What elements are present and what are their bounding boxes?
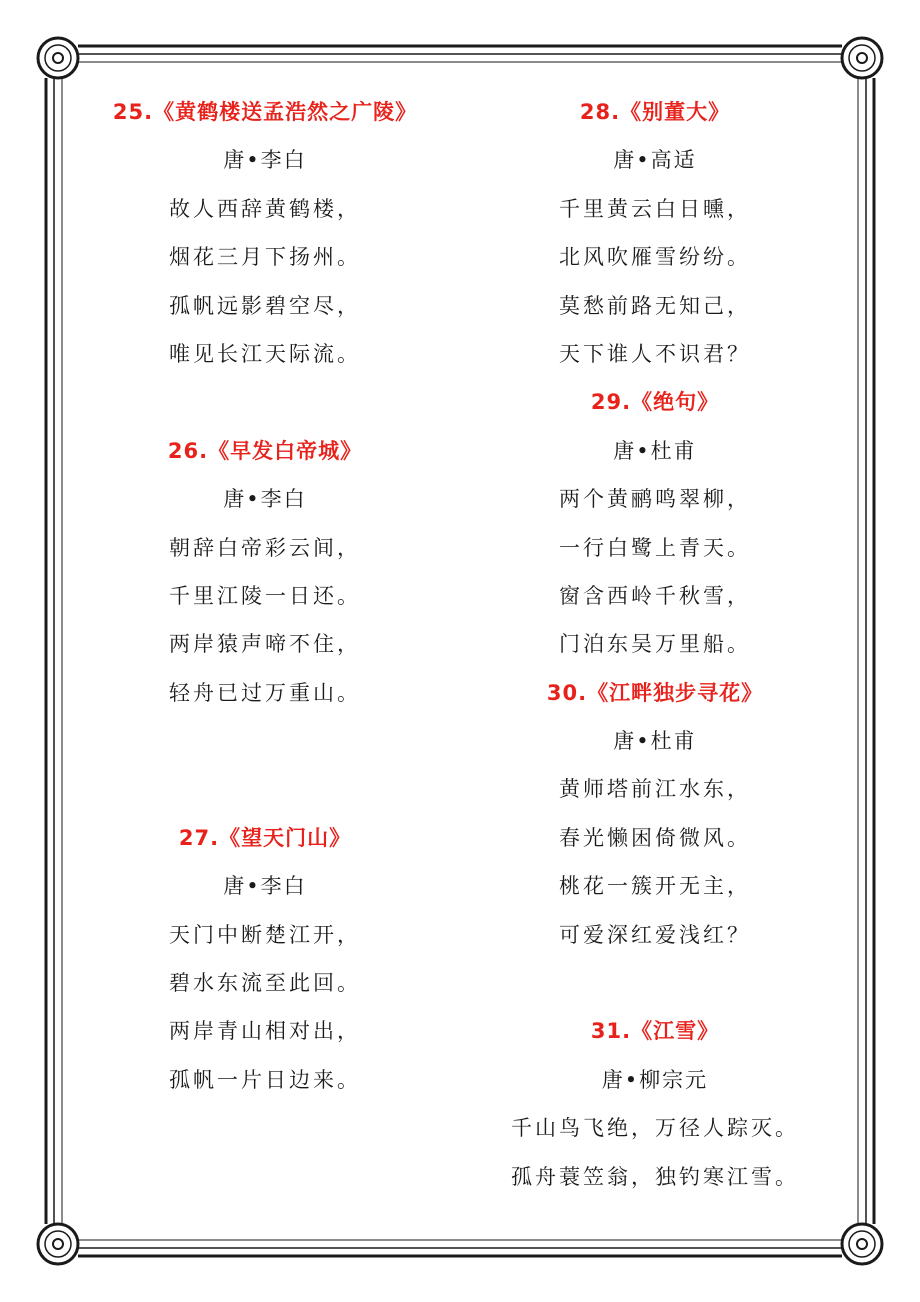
poem-line: 唯见长江天际流。 [169, 341, 361, 366]
corner-ornament-top-right [842, 38, 882, 78]
poem-title: 25.《黄鹤楼送孟浩然之广陵》 [112, 100, 418, 124]
poem-line: 朝辞白帝彩云间， [169, 535, 361, 560]
spacer [485, 959, 825, 1007]
poem-title: 30.《江畔独步寻花》 [546, 680, 764, 705]
poem-25 [95, 88, 435, 378]
poem-author: 唐•杜甫 [613, 438, 697, 463]
poem-28 [485, 88, 825, 378]
poem-line: 可爱深红爱浅红？ [559, 922, 751, 947]
poem-line: 一行白鹭上青天。 [559, 535, 751, 560]
corner-ornament-bottom-left [38, 1224, 78, 1264]
poem-line: 桃花一簇开无主， [559, 874, 751, 899]
left-column [95, 88, 435, 1104]
spacer [95, 717, 435, 814]
poem-line: 轻舟已过万重山。 [169, 680, 361, 705]
spacer [95, 378, 435, 426]
poem-line: 莫愁前路无知己， [559, 293, 751, 318]
poem-author: 唐•李白 [223, 487, 307, 512]
poem-title: 26.《早发白帝城》 [167, 438, 363, 463]
poem-line: 烟花三月下扬州。 [169, 245, 361, 270]
poem-29 [485, 378, 825, 668]
poem-line: 天门中断楚江开， [169, 922, 361, 947]
poem-line: 黄师塔前江水东， [559, 777, 751, 802]
right-column [485, 88, 825, 1201]
corner-ornament-top-left [38, 38, 78, 78]
poem-31 [485, 1007, 825, 1201]
poem-line: 千里江陵一日还。 [169, 583, 361, 608]
poem-line: 故人西辞黄鹤楼， [169, 196, 361, 221]
poem-line: 千里黄云白日曛， [559, 196, 751, 221]
poem-title: 28.《别董大》 [579, 100, 731, 124]
poem-line: 春光懒困倚微风。 [559, 825, 751, 850]
corner-ornament-bottom-right [842, 1224, 882, 1264]
poem-author: 唐•李白 [223, 874, 307, 899]
poem-line: 两岸猿声啼不住， [169, 632, 361, 657]
poem-author: 唐•高适 [613, 148, 697, 173]
poem-line: 窗含西岭千秋雪， [559, 583, 751, 608]
poem-line: 千山鸟飞绝，万径人踪灭。 [511, 1116, 799, 1141]
poem-line: 天下谁人不识君？ [559, 341, 751, 366]
poem-author: 唐•柳宗元 [601, 1067, 709, 1092]
poem-line: 北风吹雁雪纷纷。 [559, 245, 751, 270]
poem-title: 29.《绝句》 [590, 390, 720, 415]
poem-title: 27.《望天门山》 [178, 825, 352, 850]
poem-title: 31.《江雪》 [590, 1019, 720, 1044]
poem-line: 两岸青山相对出， [169, 1019, 361, 1044]
poem-26 [95, 427, 435, 717]
poem-line: 孤帆远影碧空尽， [169, 293, 361, 318]
poem-line: 碧水东流至此回。 [169, 971, 361, 996]
poem-27 [95, 814, 435, 1104]
poem-30 [485, 669, 825, 959]
poem-line: 两个黄鹂鸣翠柳， [559, 487, 751, 512]
poem-line: 门泊东吴万里船。 [559, 632, 751, 657]
poem-line: 孤舟蓑笠翁，独钓寒江雪。 [511, 1164, 799, 1189]
poem-author: 唐•李白 [223, 148, 307, 173]
poem-line: 孤帆一片日边来。 [169, 1067, 361, 1092]
poem-author: 唐•杜甫 [613, 729, 697, 754]
